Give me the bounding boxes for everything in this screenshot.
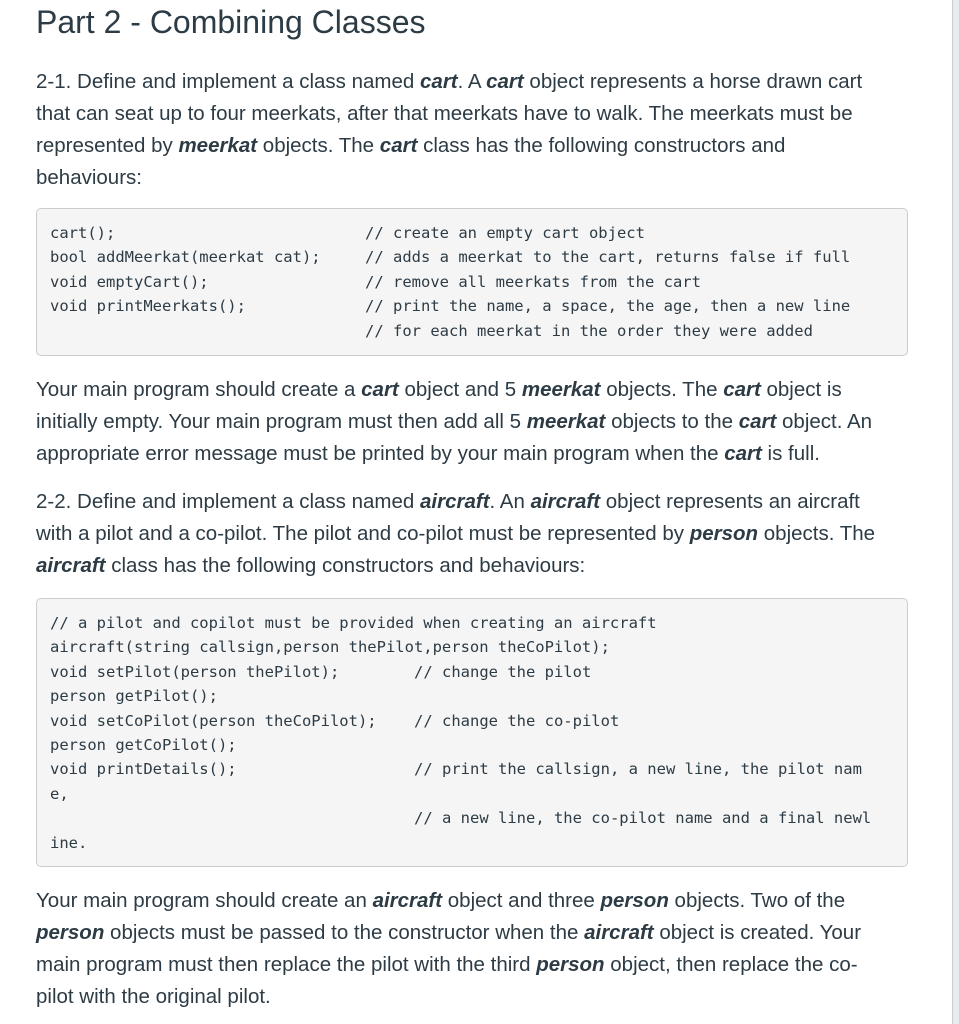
class-name-emphasis: aircraft (584, 921, 654, 944)
paragraph-line (36, 162, 910, 194)
code-line (50, 635, 894, 659)
paragraph-text: object, then replace the co- (604, 953, 858, 976)
paragraph-text: Your main program should create a (36, 378, 362, 401)
paragraph-line (36, 518, 910, 550)
code-line (50, 782, 894, 806)
paragraph-text: appropriate error message must be printed by your main program when the (36, 442, 725, 465)
paragraph-text: . A (457, 70, 487, 93)
paragraph-line (36, 981, 910, 1013)
class-name-emphasis: person (689, 522, 759, 545)
paragraph-line (36, 374, 910, 406)
code-line (50, 757, 894, 781)
code-comment: // remove all meerkats from the cart (365, 272, 701, 291)
paragraph-text: is full. (761, 442, 820, 465)
paragraph-text: behaviours: (36, 166, 142, 189)
class-name-emphasis: cart (724, 442, 762, 465)
paragraph-text: represented by (36, 134, 179, 157)
paragraph-line (36, 438, 910, 470)
code-text: void setPilot(person thePilot); (50, 662, 340, 681)
code-block-aircraft (36, 598, 908, 867)
code-text: // a pilot and copilot must be provided when creating an aircraft (50, 614, 657, 632)
code-comment: // change the pilot (414, 662, 592, 681)
code-line (50, 806, 894, 830)
paragraph-text: object represents a horse drawn cart (523, 70, 863, 93)
code-text: person getPilot(); (50, 687, 218, 706)
code-line (50, 245, 894, 269)
class-name-emphasis: meerkat (521, 378, 601, 401)
code-line (50, 294, 894, 318)
paragraph-line (36, 885, 910, 917)
paragraph-line (36, 486, 910, 518)
code-text: void setCoPilot(person theCoPilot); (50, 711, 377, 730)
code-text: bool addMeerkat(meerkat cat); (50, 248, 321, 267)
paragraph-text: initially empty. Your main program must then add all 5 (36, 410, 527, 433)
code-comment: // for each meerkat in the order they were added (365, 321, 813, 340)
paragraph-text: . An (489, 490, 531, 513)
paragraph-line (36, 917, 910, 949)
paragraph-text: objects to the (605, 410, 739, 433)
paragraph-text: Your main program should create an (36, 889, 373, 912)
code-line (50, 611, 894, 635)
paragraph-text: objects. Two of the (668, 889, 846, 912)
class-name-emphasis: aircraft (420, 490, 490, 513)
paragraph-text: class has the following constructors and (417, 134, 786, 157)
scrollbar-edge (952, 0, 959, 1024)
paragraph-text: object is created. Your (653, 921, 862, 944)
code-comment: // create an empty cart object (365, 224, 645, 242)
class-name-emphasis: aircraft (372, 889, 443, 912)
paragraph-text: class has the following constructors and behaviours: (105, 554, 586, 577)
class-name-emphasis: cart (361, 378, 399, 401)
paragraph-text: with a pilot and a co-pilot. The pilot and co-pilot must be represented by (36, 522, 690, 545)
code-comment: // change the co-pilot (414, 711, 620, 730)
code-line (50, 831, 894, 855)
class-name-emphasis: meerkat (526, 410, 606, 433)
paragraph-text: pilot with the original pilot. (36, 985, 271, 1008)
paragraph-text: object and 5 (398, 378, 522, 401)
code-text: cart(); (50, 224, 116, 242)
code-comment: // print the callsign, a new line, the pilot nam (414, 760, 862, 779)
code-block-cart (36, 208, 908, 356)
paragraph-cart-intro (36, 66, 910, 194)
code-line (50, 319, 894, 343)
class-name-emphasis: cart (738, 410, 777, 433)
class-name-emphasis: cart (379, 134, 418, 157)
code-text: aircraft(string callsign,person thePilot,person theCoPilot); (50, 638, 610, 657)
class-name-emphasis: person (600, 889, 669, 912)
code-comment: // print the name, a space, the age, then a new line (365, 297, 851, 316)
paragraph-text: objects. The (758, 522, 876, 545)
class-name-emphasis: meerkat (178, 134, 258, 157)
paragraph-text: main program must then replace the pilot with the third (36, 953, 537, 976)
paragraph-aircraft-intro (36, 486, 910, 582)
code-text: person getCoPilot(); (50, 735, 237, 754)
paragraph-line (36, 406, 910, 438)
code-text: void emptyCart(); (50, 272, 209, 291)
paragraph-text: object is (760, 378, 842, 401)
paragraph-text: 2-1. Define and implement a class named (36, 70, 421, 93)
paragraph-aircraft-main (36, 885, 910, 1013)
paragraph-text: objects. The (257, 134, 380, 157)
code-line (50, 660, 894, 684)
paragraph-text: objects must be passed to the constructor when the (104, 921, 585, 944)
class-name-emphasis: cart (420, 70, 458, 93)
class-name-emphasis: cart (723, 378, 761, 401)
code-line (50, 221, 894, 245)
class-name-emphasis: cart (486, 70, 524, 93)
code-text: void printMeerkats(); (50, 297, 246, 316)
paragraph-line (36, 550, 910, 582)
paragraph-text: object and three (442, 889, 601, 912)
code-line (50, 684, 894, 708)
paragraph-cart-main (36, 374, 910, 470)
page-title: Part 2 - Combining Classes (36, 4, 426, 40)
paragraph-line (36, 130, 910, 162)
class-name-emphasis: aircraft (530, 490, 601, 513)
paragraph-line (36, 98, 910, 130)
paragraph-text: 2-2. Define and implement a class named (36, 490, 421, 513)
paragraph-text: that can seat up to four meerkats, after that meerkats have to walk. The meerkats must be (36, 102, 853, 125)
code-text: ine. (50, 833, 88, 852)
paragraph-text: objects. The (600, 378, 724, 401)
class-name-emphasis: aircraft (36, 554, 106, 577)
code-comment: // a new line, the co-pilot name and a final newl (414, 809, 872, 828)
code-text: void printDetails(); (50, 760, 237, 779)
code-line (50, 270, 894, 294)
code-text: e, (50, 784, 69, 803)
paragraph-line (36, 949, 910, 981)
class-name-emphasis: person (36, 921, 105, 944)
paragraph-text: object represents an aircraft (600, 490, 860, 513)
class-name-emphasis: person (536, 953, 605, 976)
code-line (50, 733, 894, 757)
code-line (50, 709, 894, 733)
paragraph-line (36, 66, 910, 98)
code-comment: // adds a meerkat to the cart, returns false if full (365, 248, 851, 267)
paragraph-text: object. An (776, 410, 873, 433)
